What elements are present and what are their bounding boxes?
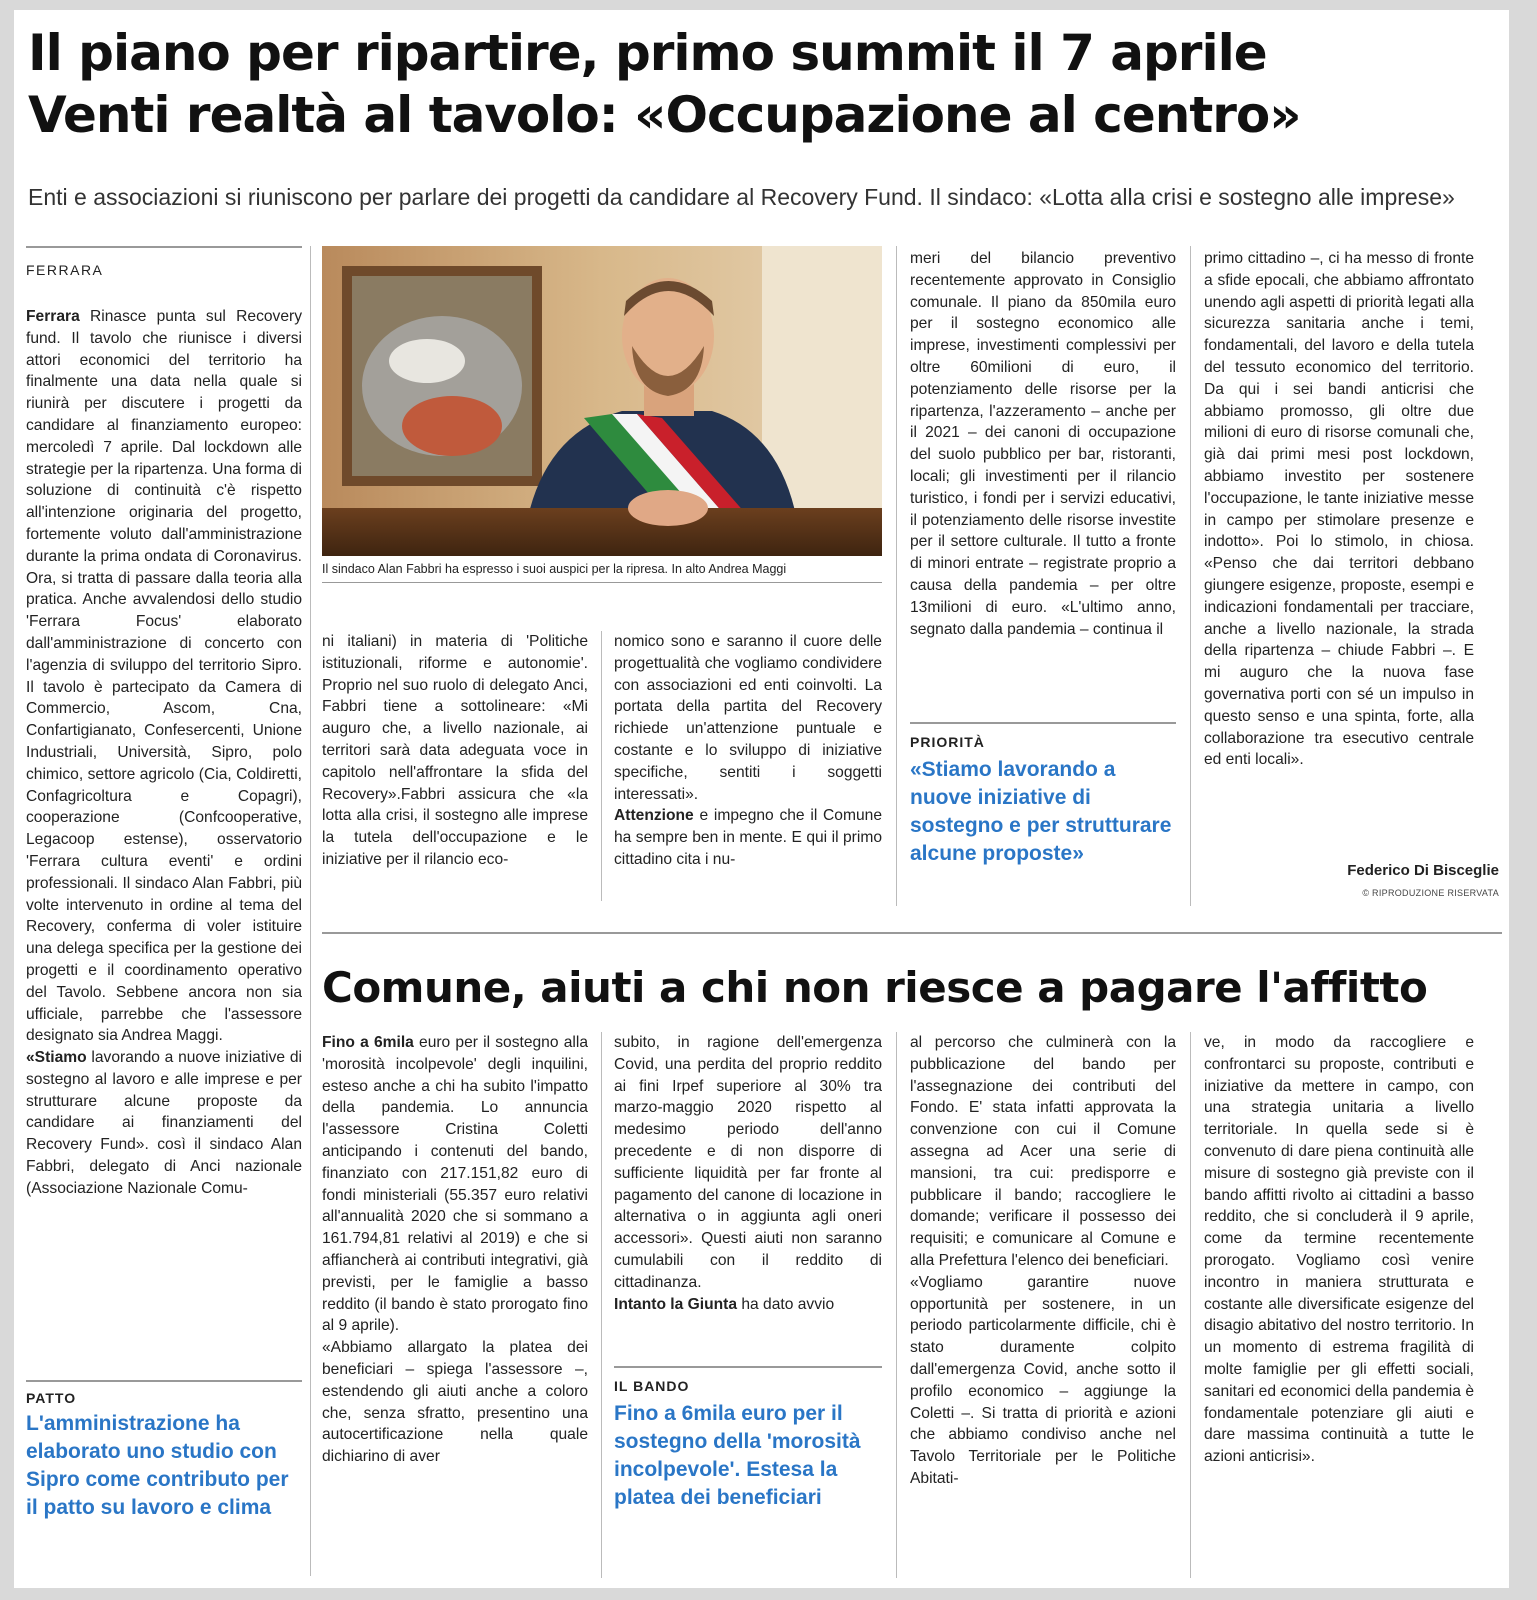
patto-kicker: PATTO: [26, 1390, 77, 1406]
newspaper-page: [14, 10, 1509, 1588]
column-divider: [896, 1032, 897, 1578]
column-rule: [614, 1366, 882, 1368]
photo-illustration: [322, 246, 882, 556]
patto-pull-quote: L'amministrazione ha elaborato uno studio con Sipro come contributo per il patto su lavoro e clima: [26, 1412, 289, 1519]
body-text: «Vogliamo garantire nuove opportunità per sostenere, in un periodo particolarmente difficile, chi è stato duramente colpito dall'emergenza Covid, anche sotto il profilo economico – aggiunge la Coletti –. Si tratta di priorità e azioni che abbiamo condiviso anche nel Tavolo Territoriale per le Politiche Abitati-: [910, 1273, 1176, 1487]
dateline: FERRARA: [26, 262, 104, 278]
priorita-pull-quote: «Stiamo lavorando a nuove iniziative di sostegno e per strutturare alcune proposte»: [910, 758, 1172, 865]
caption-rule: [322, 582, 882, 583]
body-text: meri del bilancio preventivo recentemente approvato in Consiglio comunale. Il piano da 850mila euro per il sostegno economico alle imprese, investimenti complessivi per oltre 60milioni di euro, il potenziamento delle risorse per la ripartenza, l'azzeramento – anche per il 2021 – dei canoni di occupazione del suolo pubblico per bar, ristoranti, locali; gli investimenti per il rilancio turistico, i fondi per i servizi educativi, il potenziamento delle risorse investite per il settore culturale. Il tutto a fronte di minori entrate – registrate proprio a causa della pandemia – per oltre 13milioni di euro. «L'ultimo anno, segnato dalla pandemia – continua il: [910, 250, 1176, 638]
column-divider: [896, 246, 897, 906]
column-divider: [1190, 246, 1191, 906]
article2-headline: Comune, aiuti a chi non riesce a pagare l'affitto: [322, 963, 1428, 1012]
mayor-portrait-photo: [322, 246, 882, 556]
body-text: ha dato avvio: [741, 1295, 835, 1313]
bando-kicker: IL BANDO: [614, 1378, 690, 1394]
priorita-kicker: PRIORITÀ: [910, 734, 985, 750]
column-rule: [26, 246, 302, 248]
column-divider: [601, 1032, 602, 1578]
subheadline: Enti e associazioni si riuniscono per parlare dei progetti da candidare al Recovery Fund. Il sindaco: «Lotta alla crisi e sostegno alle imprese»: [28, 184, 1455, 210]
body-text: nomico sono e saranno il cuore delle progettualità che vogliamo condividere con associazioni ed enti coinvolti. La portata della partita del Recovery richiede un'attenzione puntuale e costante e lo sviluppo di iniziative specifiche, sentiti i soggetti interessati».: [614, 633, 882, 803]
body-text: ve, in modo da raccogliere e confrontarci su proposte, contributi e iniziative da mettere in campo, con una strategia unitaria a livello territoriale. In quella sede si è convenuto di dare piena continuità alle misure di sostegno già previste con il bando affitti rivolto ai cittadini a basso reddito, che si concluderà il 9 aprile, come da termine recentemente prorogato. Vogliamo così venire incontro in maniera strutturata e costante alle diversificate esigenze del disagio abitativo del nostro territorio. In un momento di estrema fragilità di molte famiglie per gli effetti sociali, sanitari ed economici della pandemia è fondamentale potenziare gli aiuti e dare massima continuità a tutte le azioni anticrisi».: [1204, 1034, 1474, 1466]
body-text: euro per il sostegno alla 'morosità incolpevole' degli inquilini, esteso anche a chi ha subito l'impatto della pandemia. Lo annuncia l'assessore Cristina Coletti anticipando i contenuti del bando, finanziato con 217.151,82 euro di fondi ministeriali (55.357 euro relativi all'annualità 2020 che si sommano a 161.794,81 relativi al 2019) e che si affiancherà ai contributi integrativi, già previsti, per le famiglie a basso reddito (il bando è stato prorogato fino al 9 aprile).: [322, 1034, 588, 1335]
column-divider: [601, 631, 602, 901]
photo-caption: Il sindaco Alan Fabbri ha espresso i suoi auspici per la ripresa. In alto Andrea Maggi: [322, 562, 787, 576]
body-text: e impegno che il Comune ha sempre ben in mente. E qui il primo cittadino cita i nu-: [614, 807, 882, 868]
article2-column-2: [614, 1032, 882, 1354]
column-divider: [1190, 1032, 1191, 1578]
headline-line-2: Venti realtà al tavolo: «Occupazione al centro»: [28, 86, 1301, 144]
body-text: Rinasce punta sul Recovery fund. Il tavolo che riunisce i diversi attori economici del territorio ha finalmente una data nella quale si riunirà per discutere i progetti da candidare al finanziamento europeo: mercoledì 7 aprile. Dal lockdown alle strategie per la ripartenza. Una forma di soluzione di continuità c'è rispetto all'intenzione originaria del progetto, fortemente voluto dall'amministrazione durante la prima ondata di Coronavirus. Ora, si tratta di passare dalla teoria alla pratica. Anche avvalendosi dello studio 'Ferrara Focus' elaborato dall'amministrazione di concerto con l'agenzia di sviluppo del territorio Sipro. Il tavolo è partecipato da Camera di Commercio, Ascom, Cna, Confartigianato, Confesercenti, Unione Industriali, Università, Sipro, polo chimico, settore agricolo (Cia, Coldiretti, Confagricoltura e Copagri), cooperazione (Confcooperative, Legacoop estense), osservatorio 'Ferrara cultura eventi' e ordini professionali. Il sindaco Alan Fabbri, più volte intervenuto in ordine al tema del Recovery, conferma di voler istituire una delega specifica per la gestione dei progetti e il coordinamento operativo del Tavolo. Sebbene ancora non sia ufficiale, parrebbe che l'assessore designato sia Andrea Maggi.: [26, 308, 302, 1045]
copyright-notice: © RIPRODUZIONE RISERVATA: [1362, 888, 1499, 898]
body-text: «Abbiamo allargato la platea dei beneficiari – spiega l'assessore –, estendendo gli aiuti anche a coloro che, senza sfratto, presentino una autocertificazione nella quale dichiarino di aver: [322, 1339, 588, 1466]
bando-pull-quote: Fino a 6mila euro per il sostegno della 'morosità incolpevole'. Estesa la platea dei beneficiari: [614, 1402, 861, 1509]
lead-word: Fino a 6mila: [322, 1034, 414, 1051]
section-rule: [322, 932, 1502, 934]
lead-word: Attenzione: [614, 807, 694, 825]
article-column-2: [322, 631, 588, 901]
column-rule: [26, 1380, 302, 1382]
body-text: al percorso che culminerà con la pubblicazione del bando per l'assegnazione dei contributi del Fondo. E' stata infatti approvata la convenzione con cui il Comune assegna ad Acer una serie di mansioni, tra cui: predisporre e pubblicare il bando; raccogliere le domande; verificare il possesso dei requisiti; e comunicare al Comune e alla Prefettura l'elenco dei beneficiari.: [910, 1034, 1176, 1269]
column-divider: [310, 246, 311, 1576]
article-column-4: [910, 248, 1176, 708]
body-text: ni italiani) in materia di 'Politiche istituzionali, riforme e autonomie'. Proprio nel suo ruolo di delegato Anci, Fabbri tiene a sottolineare: «Mi auguro che, a livello nazionale, ai territori sarà data adeguata voce in capitolo nell'affrontare la sfida del Recovery».Fabbri assicura che «la lotta alla crisi, il sostegno alle imprese la tutela dell'occupazione e le iniziative per il rilancio eco-: [322, 633, 588, 868]
body-text: primo cittadino –, ci ha messo di fronte a sfide epocali, che abbiamo affrontato unendo agli aspetti di priorità legati alla sicurezza sanitaria anche i temi, fondamentali, del lavoro e della tutela del tessuto economico del territorio. Da qui i sei bandi anticrisi che abbiamo promosso, gli oltre due milioni di euro di risorse comunali che, già dai primi mesi post lockdown, abbiamo investito per sostenere l'occupazione, le tante iniziative messe in campo per stimolare presenze e indotto». Poi lo stimolo, in chiosa. «Penso che dai territori debbano giungere esigenze, proposte, esempi e indicazioni fondamentali per tracciare, anche a livello nazionale, la strada della ripartenza – chiude Fabbri –. E mi auguro che la nuova fase governativa porti con sé un impulso in questo senso e una spinta, forte, alla collaborazione tra esecutivo centrale ed enti locali».: [1204, 250, 1474, 769]
headline: [28, 22, 1508, 146]
lead-word: Intanto la Giunta: [614, 1295, 738, 1313]
article-column-1: [26, 306, 302, 1370]
article2-column-3: [910, 1032, 1176, 1578]
byline: Federico Di Bisceglie: [1347, 862, 1499, 879]
article2-column-1: [322, 1032, 588, 1578]
body-text: lavorando a nuove iniziative di sostegno al lavoro e alle imprese e per strutturare alcune proposte da candidare ai finanziamenti del Recovery Fund». così il sindaco Alan Fabbri, delegato di Anci nazionale (Associazione Nazionale Comu-: [26, 1049, 302, 1197]
headline-line-1: Il piano per ripartire, primo summit il 7 aprile: [28, 24, 1267, 82]
article2-column-4: [1204, 1032, 1474, 1578]
lead-word: «Stiamo: [26, 1049, 87, 1067]
article-column-3: [614, 631, 882, 901]
lead-word: Ferrara: [26, 308, 80, 325]
article-column-5: [1204, 248, 1474, 858]
column-rule: [910, 722, 1176, 724]
body-text: subito, in ragione dell'emergenza Covid, una perdita del proprio reddito ai fini Irpef superiore al 30% tra marzo-maggio 2020 rispetto al medesimo periodo dell'anno precedente e di non disporre di sufficiente liquidità per far fronte al pagamento del canone di locazione in alternativa o in aggiunta agli oneri accessori». Questi aiuti non saranno cumulabili con il reddito di cittadinanza.: [614, 1034, 882, 1291]
